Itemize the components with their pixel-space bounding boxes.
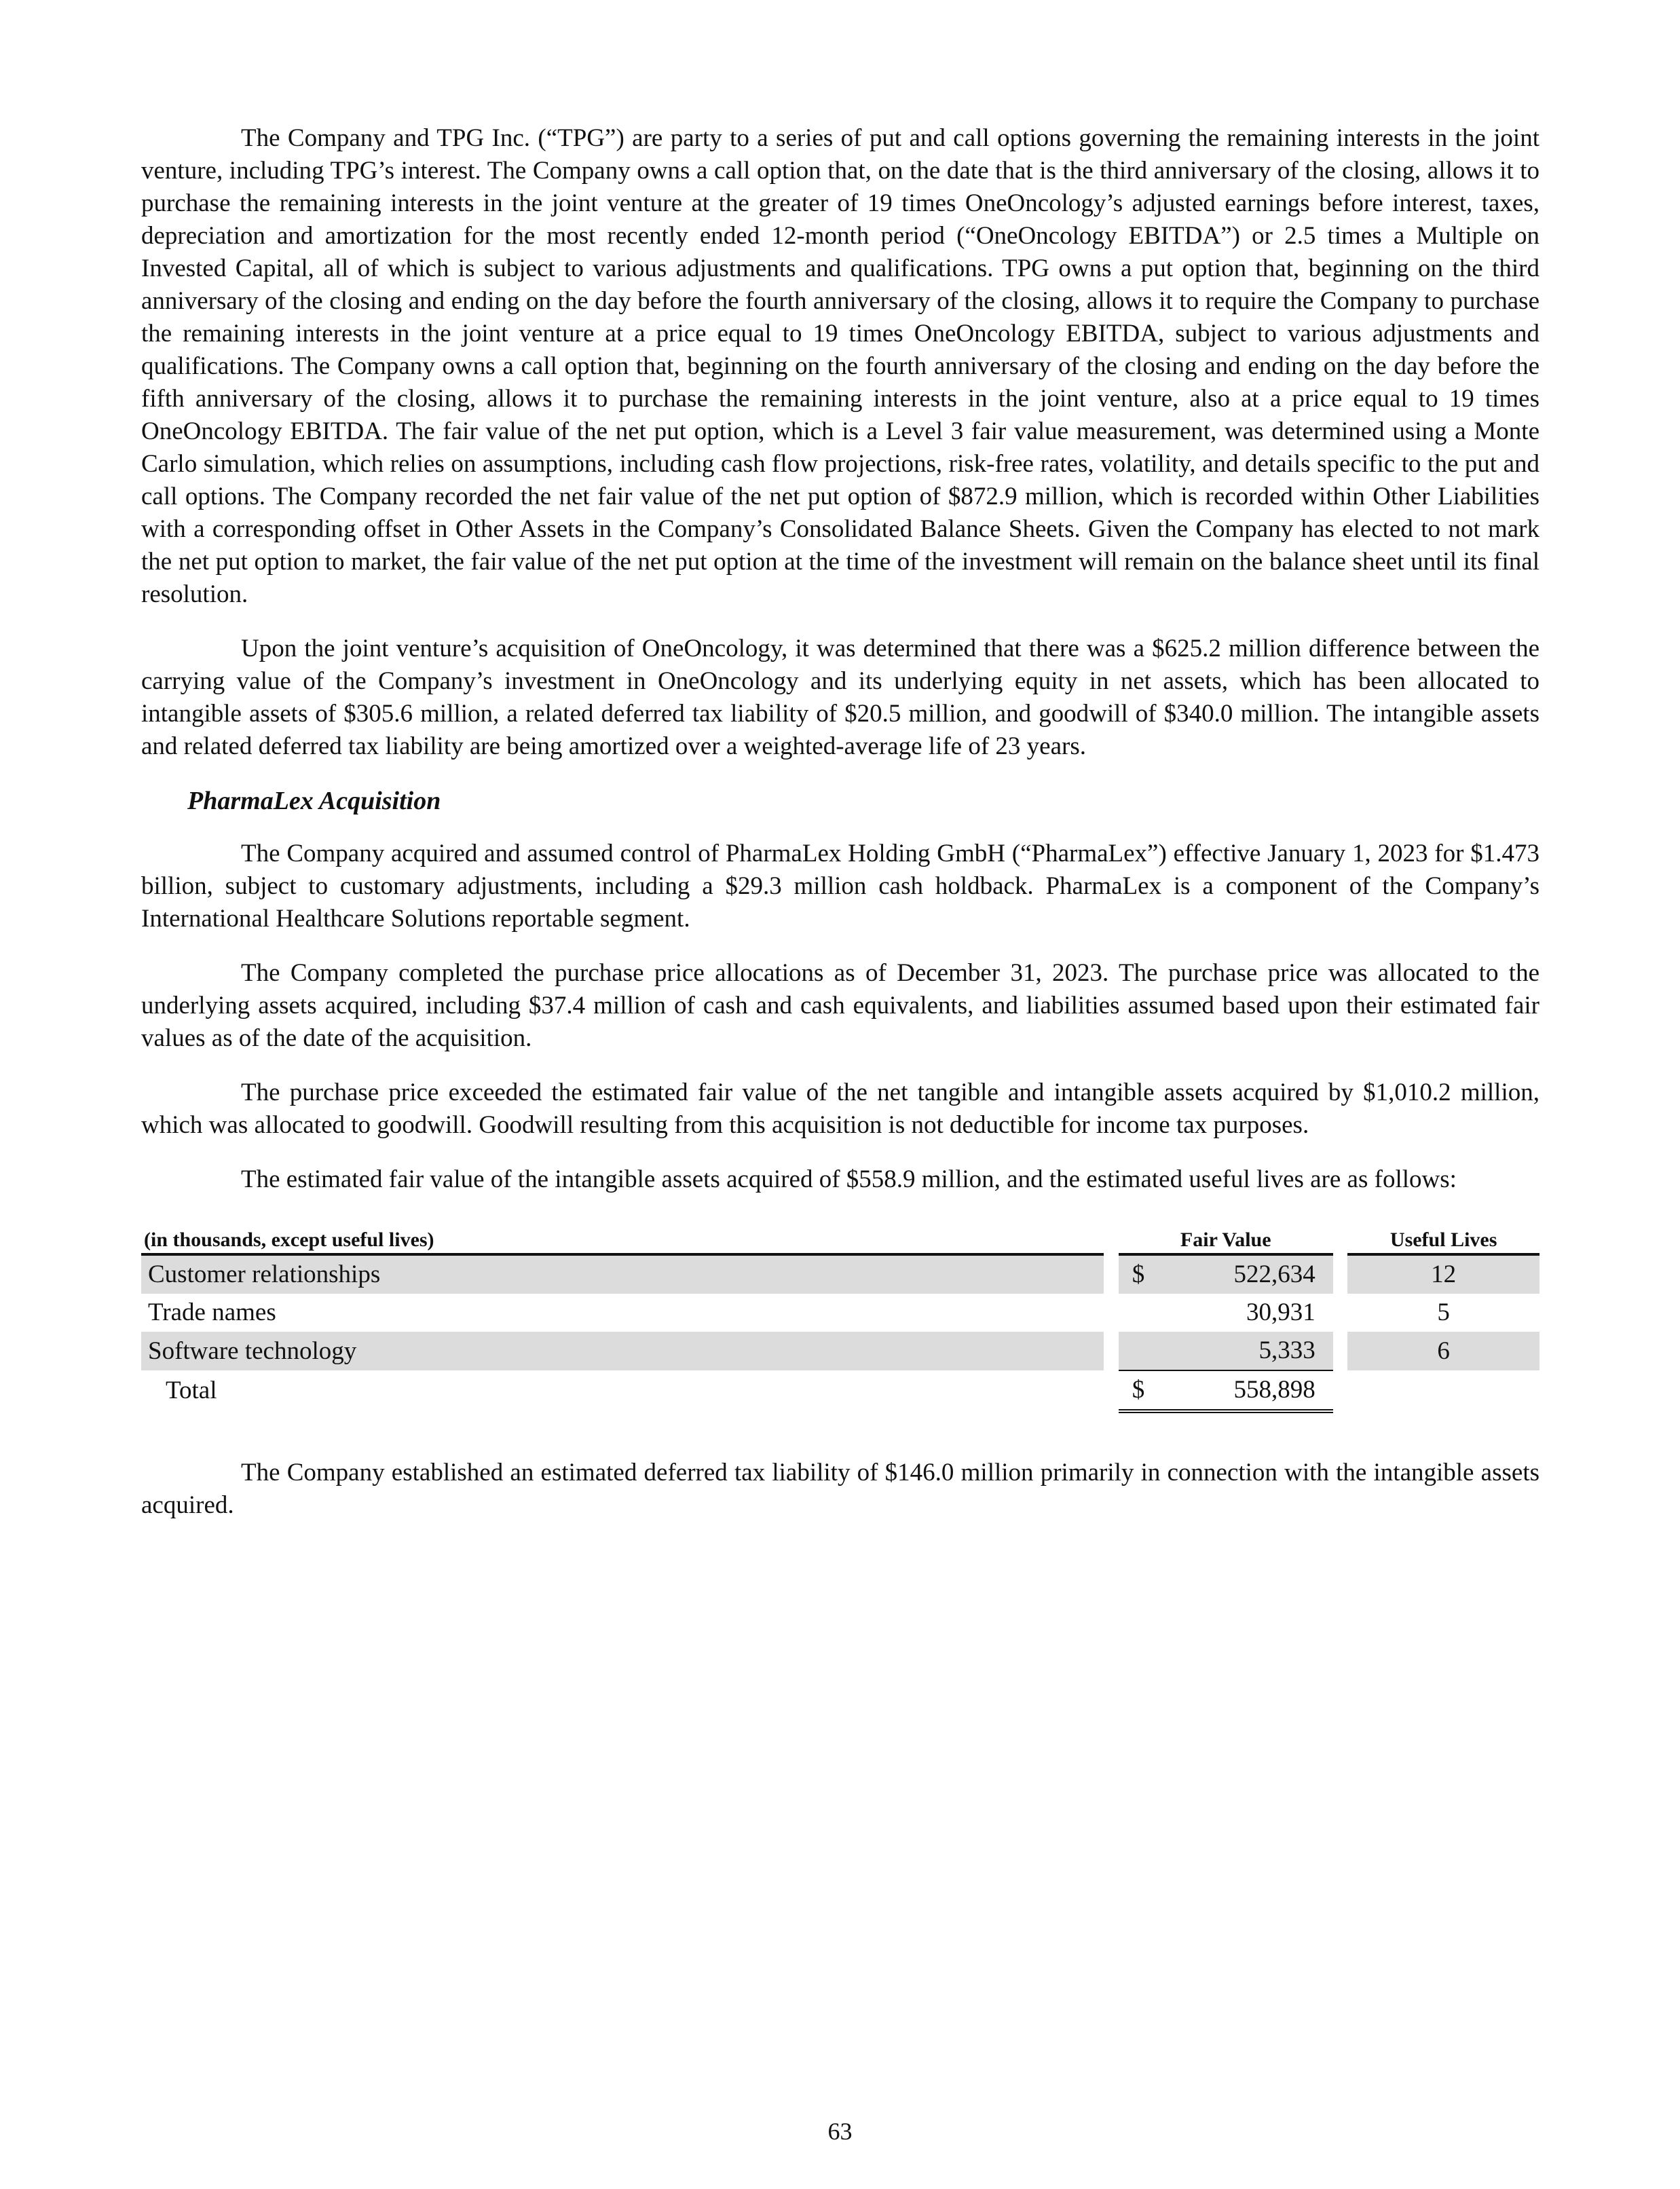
fair-value-cell: 30,931 bbox=[1246, 1298, 1315, 1326]
paragraph-put-call-options: The Company and TPG Inc. (“TPG”) are party to a series of put and call options governing the remaining interests in the joint venture, including TPG’s interest. The Company owns a call option that, on the date that is the third anniversary of the closing, allows it to purchase the remaining interests in the joint venture at the greater of 19 times OneOncology’s adjusted earnings before interest, taxes, depreciation and amortization for the most recently ended 12-month period (“OneOncology EBITDA”) or 2.5 times a Multiple on Invested Capital, all of which is subject to various adjustments and qualifications. TPG owns a put option that, beginning on the third anniversary of the closing and ending on the day before the fourth anniversary of the closing, allows it to require the Company to purchase the remaining interests in the joint venture at a price equal to 19 times OneOncology EBITDA, subject to various adjustments and qualifications. The Company owns a call option that, beginning on the fourth anniversary of the closing and ending on the day before the fifth anniversary of the closing, allows it to purchase the remaining interests in the joint venture, also at a price equal to 19 times OneOncology EBITDA. The fair value of the net put option, which is a Level 3 fair value measurement, was determined using a Monte Carlo simulation, which relies on assumptions, including cash flow projections, risk-free rates, volatility, and details specific to the put and call options. The Company recorded the net fair value of the net put option of $872.9 million, which is recorded within Other Liabilities with a corresponding offset in Other Assets in the Company’s Consolidated Balance Sheets. Given the Company has elected to not mark the net put option to market, the fair value of the net put option at the time of the investment will remain on the balance sheet until its final resolution. bbox=[141, 124, 1539, 608]
table-row bbox=[141, 1332, 1539, 1370]
currency-symbol: $ bbox=[1119, 1370, 1178, 1411]
section-heading-pharmalex: PharmaLex Acquisition bbox=[187, 787, 441, 815]
intangible-assets-table bbox=[141, 1227, 1539, 1413]
total-useful-life bbox=[1347, 1370, 1539, 1411]
table-total-row bbox=[141, 1370, 1539, 1411]
paragraph-pharmalex-acquired: The Company acquired and assumed control of PharmaLex Holding GmbH (“PharmaLex”) effective January 1, 2023 for $1.473 billion, subject to customary adjustments, including a $29.3 million cash holdback. PharmaLex is a component of the Company’s International Healthcare Solutions reportable segment. bbox=[141, 840, 1539, 933]
paragraph-deferred-tax: The Company established an estimated deferred tax liability of $146.0 million primarily in connection with the intangible assets acquired. bbox=[141, 1459, 1539, 1519]
row-label: Customer relationships bbox=[141, 1254, 1104, 1294]
useful-life-cell: 12 bbox=[1347, 1254, 1539, 1294]
header-description: (in thousands, except useful lives) bbox=[141, 1227, 1104, 1254]
total-fair-value: 558,898 bbox=[1178, 1370, 1333, 1411]
table-header-row bbox=[141, 1227, 1539, 1254]
paragraph-intangible-intro: The estimated fair value of the intangible assets acquired of $558.9 million, and the estimated useful lives are as follows: bbox=[241, 1165, 1457, 1193]
paragraph-oneoncology-difference: Upon the joint venture’s acquisition of OneOncology, it was determined that there was a $625.2 million difference between the carrying value of the Company’s investment in OneOncology and its underlying equity in net assets, which has been allocated to intangible assets of $305.6 million, a related deferred tax liability of $20.5 million, and goodwill of $340.0 million. The intangible assets and related deferred tax liability are being amortized over a weighted-average life of 23 years. bbox=[141, 635, 1539, 760]
useful-life-cell: 5 bbox=[1437, 1298, 1450, 1326]
page-number: 63 bbox=[827, 2118, 853, 2145]
currency-symbol bbox=[1119, 1294, 1178, 1332]
header-useful-lives: Useful Lives bbox=[1347, 1227, 1539, 1254]
paragraph-purchase-price-allocation: The Company completed the purchase price allocations as of December 31, 2023. The purchase price was allocated to the underlying assets acquired, including $37.4 million of cash and cash equivalents, and liabilities assumed based upon their estimated fair values as of the date of the acquisition. bbox=[141, 959, 1539, 1052]
currency-symbol: $ bbox=[1119, 1254, 1178, 1294]
table-row bbox=[141, 1294, 1539, 1332]
table-row bbox=[141, 1254, 1539, 1294]
fair-value-cell: 522,634 bbox=[1178, 1254, 1333, 1294]
header-fair-value: Fair Value bbox=[1119, 1227, 1333, 1254]
total-label: Total bbox=[166, 1377, 217, 1404]
useful-life-cell: 6 bbox=[1347, 1332, 1539, 1370]
paragraph-goodwill: The purchase price exceeded the estimated fair value of the net tangible and intangible assets acquired by $1,010.2 million, which was allocated to goodwill. Goodwill resulting from this acquisition is not deductible for income tax purposes. bbox=[141, 1079, 1539, 1139]
row-label: Software technology bbox=[141, 1332, 1104, 1370]
fair-value-cell: 5,333 bbox=[1178, 1332, 1333, 1370]
row-label: Trade names bbox=[148, 1298, 276, 1326]
currency-symbol bbox=[1119, 1332, 1178, 1370]
document-body bbox=[141, 122, 1539, 1543]
